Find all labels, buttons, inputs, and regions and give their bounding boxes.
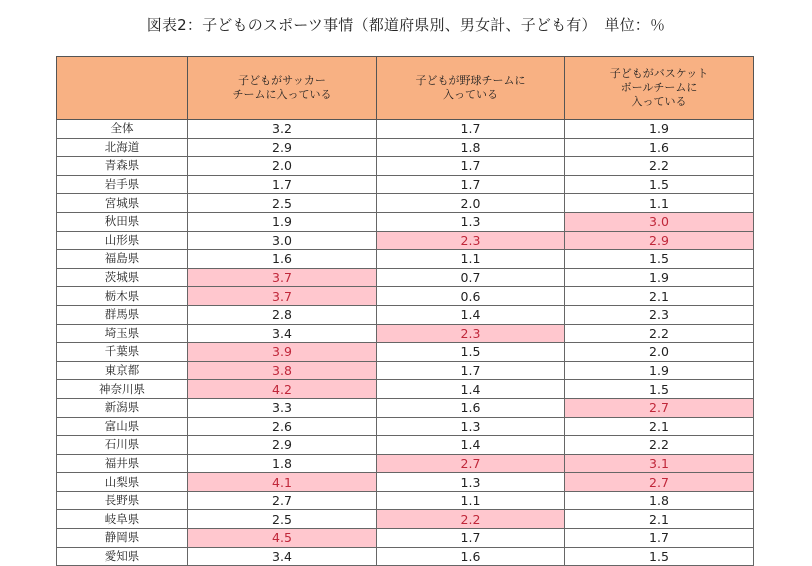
value-cell: 2.2 <box>377 510 565 529</box>
value-cell: 1.7 <box>377 157 565 176</box>
row-label-cell: 福井県 <box>57 454 188 473</box>
value-cell: 3.4 <box>188 547 377 566</box>
row-label-cell: 福島県 <box>57 250 188 269</box>
row-label-cell: 北海道 <box>57 138 188 157</box>
chart-title: 図表2：子どものスポーツ事情（都道府県別、男女計、子ども有） 単位：％ <box>146 16 666 34</box>
table-row <box>57 417 754 436</box>
row-label-cell: 秋田県 <box>57 212 188 231</box>
row-label-cell: 石川県 <box>57 436 188 455</box>
row-label-cell: 新潟県 <box>57 398 188 417</box>
row-label-cell: 岐阜県 <box>57 510 188 529</box>
value-cell: 3.3 <box>188 398 377 417</box>
column-header-line: チームに入っている <box>232 88 332 101</box>
value-cell: 1.8 <box>188 454 377 473</box>
value-cell: 2.7 <box>565 473 754 492</box>
value-cell: 1.1 <box>377 491 565 510</box>
value-cell: 2.7 <box>565 398 754 417</box>
row-label-cell: 茨城県 <box>57 268 188 287</box>
value-cell: 1.4 <box>377 436 565 455</box>
value-cell: 3.2 <box>188 120 377 139</box>
value-cell: 2.8 <box>188 305 377 324</box>
column-header-baseball <box>377 57 565 120</box>
value-cell: 1.3 <box>377 473 565 492</box>
value-cell: 2.2 <box>565 157 754 176</box>
value-cell: 3.0 <box>188 231 377 250</box>
value-cell: 1.9 <box>188 212 377 231</box>
row-label-cell: 愛知県 <box>57 547 188 566</box>
value-cell: 1.5 <box>565 380 754 399</box>
table-row <box>57 194 754 213</box>
table-row <box>57 454 754 473</box>
value-cell: 0.7 <box>377 268 565 287</box>
table-row <box>57 436 754 455</box>
value-cell: 1.4 <box>377 380 565 399</box>
value-cell: 1.7 <box>188 175 377 194</box>
value-cell: 2.5 <box>188 194 377 213</box>
table-row <box>57 324 754 343</box>
column-header-basketball <box>565 57 754 120</box>
row-label-cell: 山形県 <box>57 231 188 250</box>
value-cell: 2.0 <box>377 194 565 213</box>
value-cell: 1.8 <box>565 491 754 510</box>
value-cell: 1.7 <box>565 529 754 548</box>
table-row <box>57 305 754 324</box>
value-cell: 3.4 <box>188 324 377 343</box>
table-row <box>57 138 754 157</box>
value-cell: 2.9 <box>188 436 377 455</box>
value-cell: 1.6 <box>188 250 377 269</box>
corner-header-cell <box>57 57 188 120</box>
table-row <box>57 212 754 231</box>
header-row <box>57 57 754 120</box>
table-row <box>57 268 754 287</box>
row-label-cell: 長野県 <box>57 491 188 510</box>
value-cell: 2.3 <box>377 324 565 343</box>
value-cell: 1.3 <box>377 212 565 231</box>
row-label-cell: 東京都 <box>57 361 188 380</box>
value-cell: 1.7 <box>377 175 565 194</box>
value-cell: 4.5 <box>188 529 377 548</box>
column-header-line: ボールチームに <box>620 81 698 94</box>
value-cell: 1.7 <box>377 361 565 380</box>
table-row <box>57 231 754 250</box>
value-cell: 2.1 <box>565 287 754 306</box>
table-row <box>57 157 754 176</box>
value-cell: 3.1 <box>565 454 754 473</box>
value-cell: 1.4 <box>377 305 565 324</box>
value-cell: 1.1 <box>377 250 565 269</box>
row-label-cell: 静岡県 <box>57 529 188 548</box>
value-cell: 4.2 <box>188 380 377 399</box>
column-header-soccer <box>188 57 377 120</box>
row-label-cell: 全体 <box>57 120 188 139</box>
table-row <box>57 343 754 362</box>
row-label-cell: 神奈川県 <box>57 380 188 399</box>
row-label-cell: 宮城県 <box>57 194 188 213</box>
value-cell: 2.1 <box>565 510 754 529</box>
row-label-cell: 埼玉県 <box>57 324 188 343</box>
value-cell: 2.3 <box>565 305 754 324</box>
column-header-line: 子どもがサッカー <box>238 74 326 87</box>
column-header-line: 入っている <box>631 95 687 108</box>
table-row <box>57 120 754 139</box>
value-cell: 2.2 <box>565 436 754 455</box>
value-cell: 1.6 <box>377 398 565 417</box>
row-label-cell: 栃木県 <box>57 287 188 306</box>
value-cell: 2.0 <box>565 343 754 362</box>
column-header-line: 子どもが野球チームに <box>415 74 526 87</box>
table-row <box>57 398 754 417</box>
value-cell: 2.2 <box>565 324 754 343</box>
value-cell: 1.6 <box>565 138 754 157</box>
value-cell: 2.7 <box>188 491 377 510</box>
value-cell: 1.7 <box>377 120 565 139</box>
column-header-line: 入っている <box>443 88 498 101</box>
table-row <box>57 473 754 492</box>
value-cell: 1.8 <box>377 138 565 157</box>
row-label-cell: 青森県 <box>57 157 188 176</box>
row-label-cell: 岩手県 <box>57 175 188 194</box>
value-cell: 2.3 <box>377 231 565 250</box>
value-cell: 2.1 <box>565 417 754 436</box>
row-label-cell: 千葉県 <box>57 343 188 362</box>
table-row <box>57 175 754 194</box>
column-header-line: 子どもがバスケット <box>609 67 709 80</box>
value-cell: 1.5 <box>565 547 754 566</box>
value-cell: 1.1 <box>565 194 754 213</box>
value-cell: 2.9 <box>565 231 754 250</box>
value-cell: 3.9 <box>188 343 377 362</box>
table-row <box>57 529 754 548</box>
row-label-cell: 富山県 <box>57 417 188 436</box>
data-table <box>56 56 754 566</box>
row-label-cell: 山梨県 <box>57 473 188 492</box>
value-cell: 3.8 <box>188 361 377 380</box>
value-cell: 2.9 <box>188 138 377 157</box>
value-cell: 0.6 <box>377 287 565 306</box>
table-row <box>57 287 754 306</box>
value-cell: 1.7 <box>377 529 565 548</box>
value-cell: 3.7 <box>188 287 377 306</box>
value-cell: 1.9 <box>565 120 754 139</box>
table-row <box>57 380 754 399</box>
value-cell: 1.5 <box>377 343 565 362</box>
value-cell: 2.5 <box>188 510 377 529</box>
value-cell: 1.9 <box>565 361 754 380</box>
value-cell: 1.5 <box>565 250 754 269</box>
value-cell: 1.6 <box>377 547 565 566</box>
value-cell: 1.3 <box>377 417 565 436</box>
table-row <box>57 547 754 566</box>
table-row <box>57 491 754 510</box>
value-cell: 1.5 <box>565 175 754 194</box>
value-cell: 2.7 <box>377 454 565 473</box>
table-row <box>57 510 754 529</box>
table-row <box>57 361 754 380</box>
table-row <box>57 250 754 269</box>
table-body <box>57 120 754 566</box>
value-cell: 4.1 <box>188 473 377 492</box>
value-cell: 2.6 <box>188 417 377 436</box>
value-cell: 2.0 <box>188 157 377 176</box>
value-cell: 3.7 <box>188 268 377 287</box>
row-label-cell: 群馬県 <box>57 305 188 324</box>
value-cell: 3.0 <box>565 212 754 231</box>
value-cell: 1.9 <box>565 268 754 287</box>
